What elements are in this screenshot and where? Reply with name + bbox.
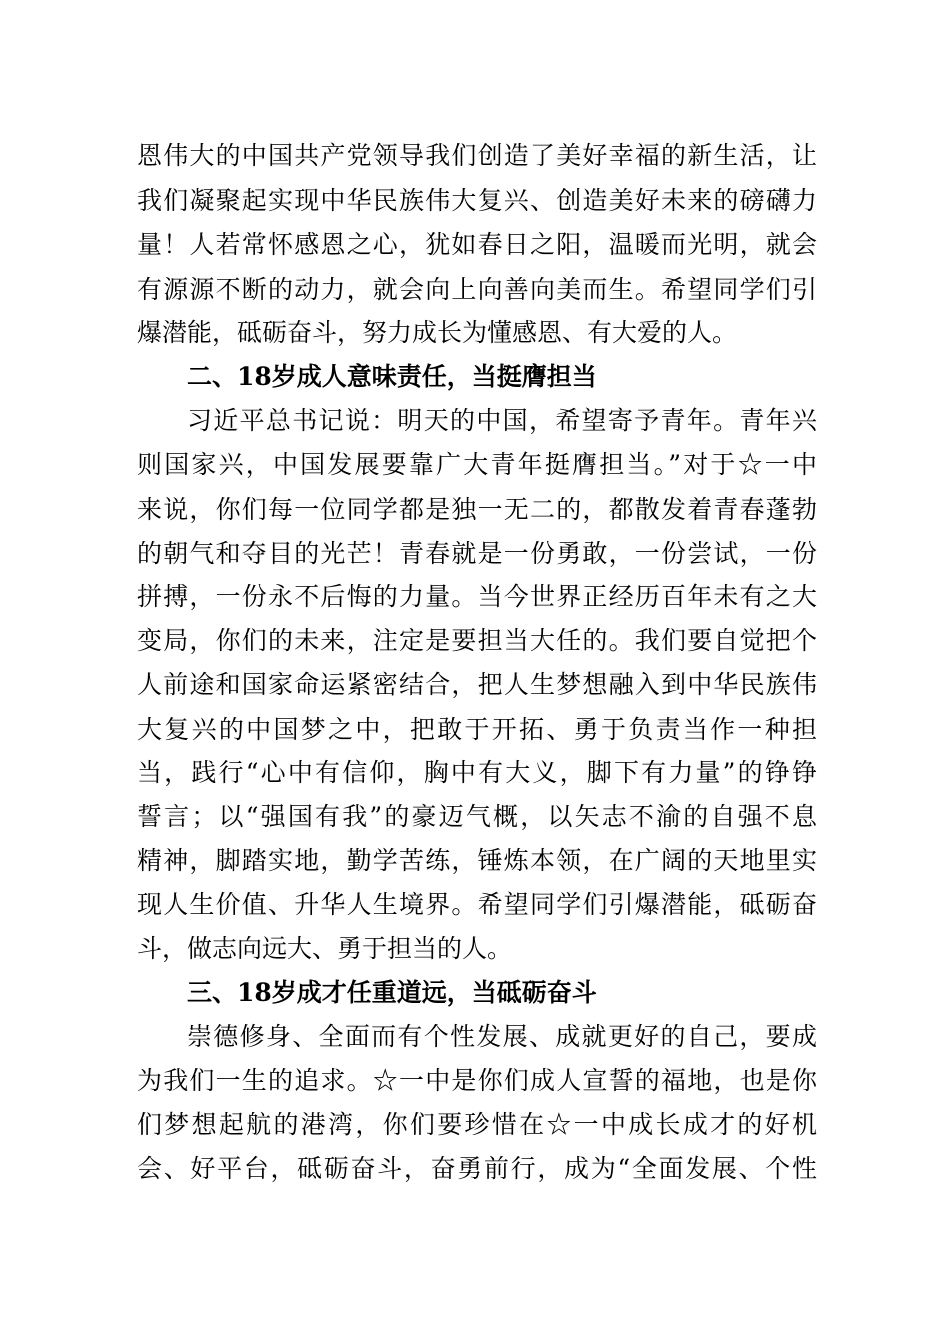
paragraph-1-line-3: 量！人若常怀感恩之心，犹如春日之阳，温暖而光明，就会 [137, 230, 817, 259]
paragraph-2-line-7: 人前途和国家命运紧密结合，把人生梦想融入到中华民族伟 [137, 670, 817, 699]
paragraph-2-line-10: 誓言；以“强国有我”的豪迈气概，以矢志不渝的自强不息 [137, 802, 817, 831]
paragraph-2-line-11: 精神，脚踏实地，勤学苦练，锤炼本领，在广阔的天地里实 [137, 846, 817, 875]
section-heading-2: 二、18岁成人意味责任，当挺膺担当 [187, 362, 597, 391]
paragraph-2-line-2: 则国家兴，中国发展要靠广大青年挺膺担当。”对于☆一中 [137, 450, 817, 479]
paragraph-3-line-2: 为我们一生的追求。☆一中是你们成人宣誓的福地，也是你 [137, 1066, 817, 1095]
paragraph-2-line-9: 当，践行“心中有信仰，胸中有大义，脚下有力量”的铮铮 [137, 758, 817, 787]
paragraph-2-line-12: 现人生价值、升华人生境界。希望同学们引爆潜能，砥砺奋 [137, 890, 817, 919]
paragraph-2-line-8: 大复兴的中国梦之中，把敢于开拓、勇于负责当作一种担 [137, 715, 817, 744]
paragraph-2-line-13: 斗，做志向远大、勇于担当的人。 [137, 934, 513, 963]
paragraph-3-line-1: 崇德修身、全面而有个性发展、成就更好的自己，要成 [187, 1022, 817, 1051]
section-heading-3: 三、18岁成才任重道远，当砥砺奋斗 [187, 978, 597, 1007]
paragraph-1-line-1: 恩伟大的中国共产党领导我们创造了美好幸福的新生活，让 [137, 141, 817, 170]
paragraph-1-line-4: 有源源不断的动力，就会向上向善向美而生。希望同学们引 [137, 275, 817, 304]
paragraph-2-line-6: 变局，你们的未来，注定是要担当大任的。我们要自觉把个 [137, 626, 817, 655]
paragraph-2-line-1: 习近平总书记说：明天的中国，希望寄予青年。青年兴 [187, 406, 817, 435]
paragraph-3-line-4: 会、好平台，砥砺奋斗，奋勇前行，成为“全面发展、个性 [137, 1154, 817, 1183]
paragraph-1-line-2: 我们凝聚起实现中华民族伟大复兴、创造美好未来的磅礴力 [137, 186, 817, 215]
paragraph-3-line-3: 们梦想起航的港湾，你们要珍惜在☆一中成长成才的好机 [137, 1110, 817, 1139]
paragraph-2-line-5: 拼搏，一份永不后悔的力量。当今世界正经历百年未有之大 [137, 582, 817, 611]
paragraph-1-line-5: 爆潜能，砥砺奋斗，努力成长为懂感恩、有大爱的人。 [137, 318, 738, 347]
paragraph-2-line-3: 来说，你们每一位同学都是独一无二的，都散发着青春蓬勃 [137, 495, 817, 524]
paragraph-2-line-4: 的朝气和夺目的光芒！青春就是一份勇敢，一份尝试，一份 [137, 539, 817, 568]
